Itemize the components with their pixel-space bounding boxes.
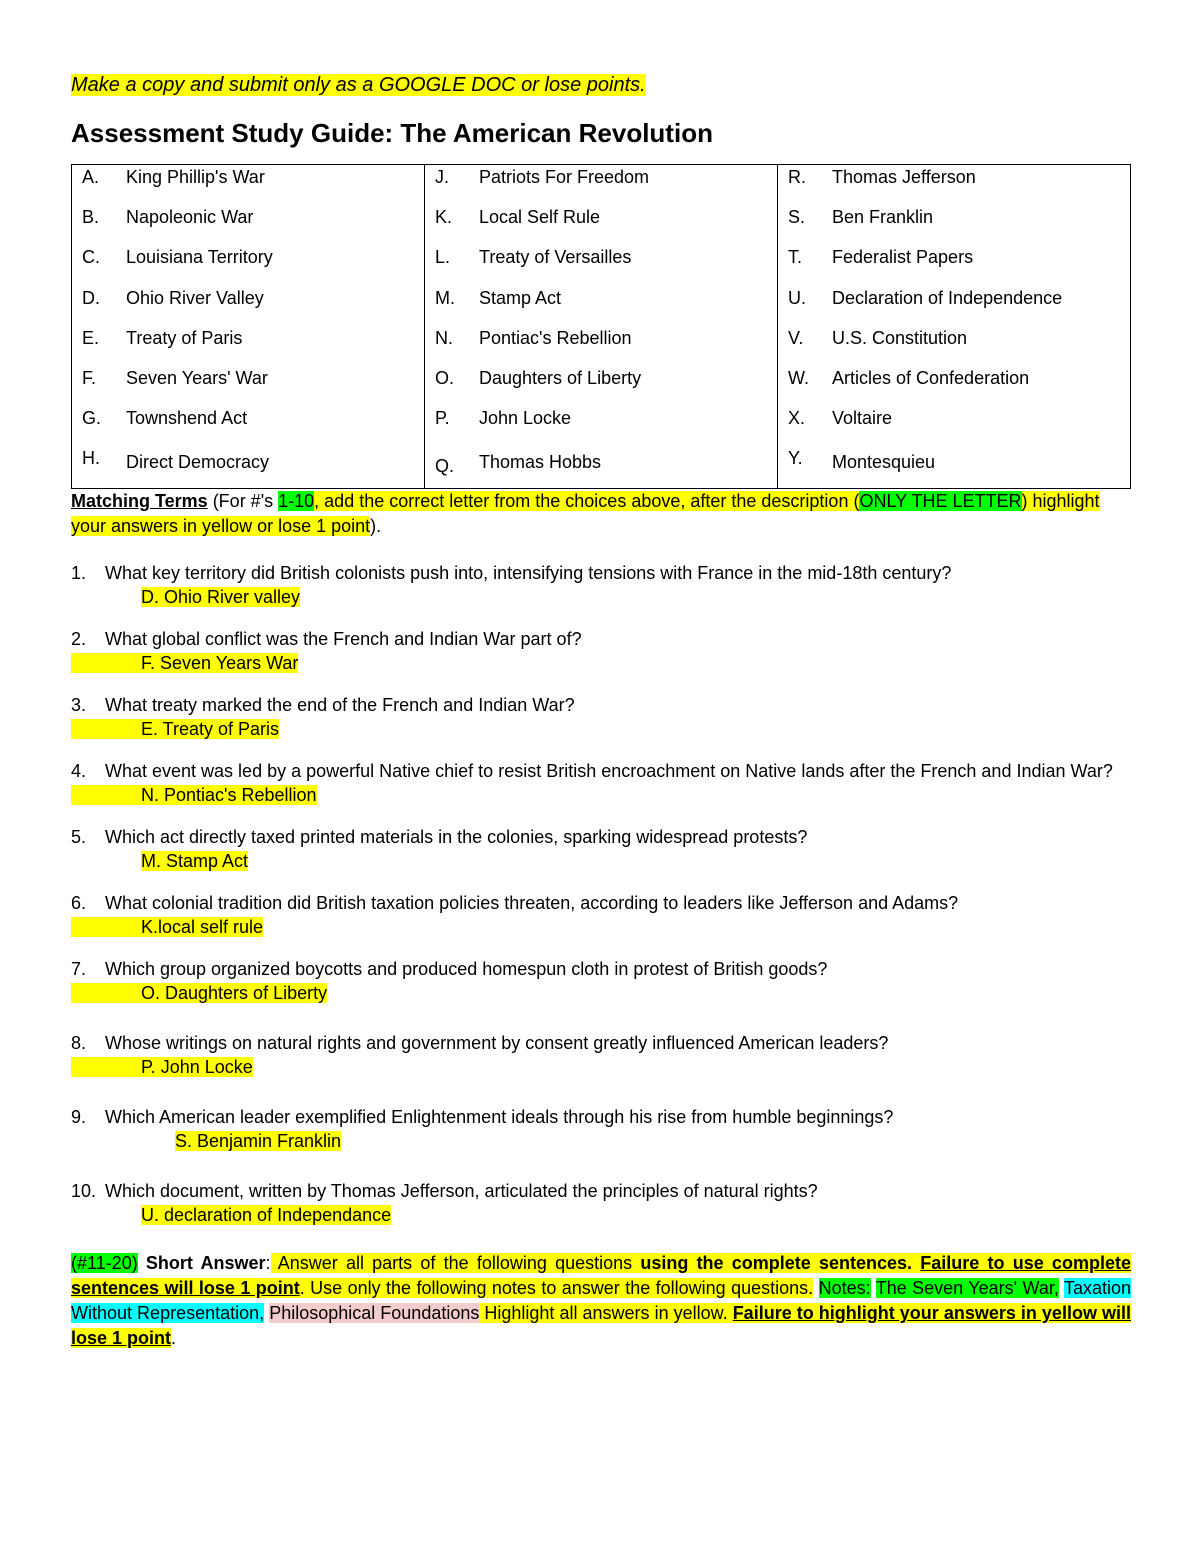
answer-input[interactable]: S. Benjamin Franklin: [175, 1131, 342, 1152]
short-answer-range: (#11-20): [71, 1253, 138, 1274]
choice-label: Napoleonic War: [126, 207, 254, 228]
question-text: What colonial tradition did British taxation policies threaten, according to leaders like Jefferson and Adams?: [105, 893, 959, 914]
highlight-text: Highlight all answers in yellow.: [479, 1303, 733, 1324]
choice-label: Patriots For Freedom: [479, 167, 650, 187]
choice-item: [425, 286, 777, 326]
choice-item: [72, 205, 424, 245]
choice-item: [778, 286, 1130, 326]
answer-text: E. Treaty of Paris: [141, 719, 280, 740]
question-item: [71, 759, 1131, 807]
choice-item: [778, 406, 1130, 446]
choice-letter: N.: [435, 327, 453, 348]
choice-item: [425, 366, 777, 406]
matching-text-3: ) highlight your answers in yellow or lose 1 point: [71, 491, 1100, 537]
question-text: Whose writings on natural rights and government by consent greatly influenced American leaders?: [105, 1033, 889, 1054]
answer-text: F. Seven Years War: [141, 653, 299, 674]
matching-instructions: [71, 489, 1131, 539]
answer-text: O. Daughters of Liberty: [141, 983, 328, 1004]
choice-label: King Phillip's War: [126, 167, 265, 187]
answer-input[interactable]: D. Ohio River valley: [141, 587, 301, 608]
choice-label: Thomas Jefferson: [832, 167, 976, 187]
matching-range: 1-10: [278, 491, 315, 512]
question-text: Which group organized boycotts and produced homespun cloth in protest of British goods?: [105, 959, 828, 980]
page-title: Assessment Study Guide: The American Revolution: [71, 118, 713, 148]
choice-item: [425, 446, 777, 488]
answer-input[interactable]: U. declaration of Independance: [141, 1205, 392, 1226]
answer-text: K.local self rule: [141, 917, 264, 938]
question-item: [71, 957, 1131, 1005]
question-number: 4.: [71, 761, 87, 782]
choice-letter: R.: [788, 167, 806, 187]
choices-column-2: [425, 165, 778, 489]
answer-input[interactable]: [71, 719, 279, 739]
choice-item: [72, 366, 424, 406]
choice-label: Voltaire: [832, 408, 893, 429]
choice-letter: F.: [82, 367, 97, 388]
period: .: [299, 1278, 305, 1299]
choice-letter: P.: [435, 408, 450, 429]
question-text: Which act directly taxed printed materials in the colonies, sparking widespread protests?: [105, 827, 808, 848]
choice-letter: H.: [82, 448, 100, 469]
answer-text: P. John Locke: [141, 1057, 253, 1078]
question-number: 10.: [71, 1181, 97, 1202]
choice-letter: Y.: [788, 448, 803, 469]
end-period: .: [171, 1328, 177, 1349]
notes-label: Notes:: [818, 1278, 871, 1299]
document-page: [71, 70, 1131, 1351]
choices-table: [71, 164, 1131, 489]
short-answer-colon: :: [265, 1253, 271, 1274]
only-the-letter: ONLY THE LETTER: [859, 491, 1022, 512]
choice-label: Townshend Act: [126, 408, 248, 429]
choice-label: Seven Years' War: [126, 367, 268, 388]
answer-input[interactable]: [71, 917, 263, 937]
notes-intro: Use only the following notes to answer the following questions.: [304, 1278, 814, 1299]
choice-label: Pontiac's Rebellion: [479, 327, 632, 348]
choice-label: Treaty of Paris: [126, 327, 243, 348]
question-number: 5.: [71, 827, 87, 848]
question-item: [71, 627, 1131, 675]
question-item: [71, 1105, 1131, 1153]
choice-label: Ben Franklin: [832, 207, 934, 228]
choice-item: [778, 245, 1130, 285]
question-item: [71, 891, 1131, 939]
choice-label: Montesquieu: [832, 452, 936, 473]
answer-text: N. Pontiac's Rebellion: [141, 785, 317, 806]
choices-column-1: [72, 165, 425, 489]
choice-label: Daughters of Liberty: [479, 367, 642, 388]
matching-text-4: ).: [370, 516, 382, 537]
choice-label: Thomas Hobbs: [479, 452, 602, 473]
choice-letter: T.: [788, 247, 803, 268]
choice-letter: B.: [82, 207, 100, 228]
note-seven-years-war: The Seven Years' War,: [875, 1278, 1059, 1299]
question-text: Which American leader exemplified Enlightenment ideals through his rise from humble beginnings?: [105, 1107, 894, 1128]
question-number: 1.: [71, 563, 87, 584]
choice-letter: M.: [435, 287, 455, 308]
choice-item: [72, 446, 424, 488]
choice-letter: O.: [435, 367, 455, 388]
choice-label: Direct Democracy: [126, 452, 270, 473]
choice-letter: K.: [435, 207, 453, 228]
choice-label: John Locke: [479, 408, 572, 429]
question-item: [71, 1031, 1131, 1079]
choice-letter: E.: [82, 327, 100, 348]
choice-item: [778, 366, 1130, 406]
choice-letter: C.: [82, 247, 100, 268]
choice-item: [425, 245, 777, 285]
questions-list: [71, 561, 1131, 1227]
choice-letter: G.: [82, 408, 102, 429]
note-philosophical-foundations: Philosophical Foundations: [269, 1303, 480, 1324]
complete-sentences-emphasis: using the complete sentences.: [640, 1253, 913, 1274]
choices-column-3: [778, 165, 1131, 489]
choice-letter: X.: [788, 408, 806, 429]
choice-letter: A.: [82, 167, 100, 187]
choice-item: [72, 245, 424, 285]
question-item: [71, 1179, 1131, 1227]
failure-warning-2: Failure to highlight your answers in yellow will lose 1 point: [71, 1303, 1131, 1349]
question-item: [71, 693, 1131, 741]
choice-item: [425, 165, 777, 205]
choice-label: Federalist Papers: [832, 247, 974, 268]
choice-item: [425, 205, 777, 245]
choice-label: Stamp Act: [479, 287, 562, 308]
choice-letter: J.: [435, 167, 450, 187]
question-number: 2.: [71, 629, 87, 650]
choice-label: Treaty of Versailles: [479, 247, 632, 268]
choice-letter: U.: [788, 287, 806, 308]
answer-input[interactable]: [71, 1057, 253, 1077]
notice-text: Make a copy and submit only as a GOOGLE DOC or lose points.: [71, 74, 646, 96]
choice-label: U.S. Constitution: [832, 327, 968, 348]
intro-text: Answer all parts of the following questions: [270, 1253, 641, 1274]
choice-item: [72, 165, 424, 205]
question-item: [71, 825, 1131, 873]
matching-text-2: , add the correct letter from the choices above, after the description (: [314, 491, 860, 512]
question-number: 6.: [71, 893, 87, 914]
question-text: Which document, written by Thomas Jefferson, articulated the principles of natural rights?: [105, 1181, 818, 1202]
matching-text-1: (For #'s: [207, 491, 279, 512]
answer-input[interactable]: [71, 785, 317, 805]
question-item: [71, 561, 1131, 609]
short-answer-instructions: [71, 1251, 1131, 1351]
choice-letter: L.: [435, 247, 451, 268]
choice-label: Articles of Confederation: [832, 367, 1030, 388]
choice-item: [778, 205, 1130, 245]
short-answer-heading: Short Answer: [145, 1253, 266, 1274]
choice-item: [72, 406, 424, 446]
choice-item: [778, 165, 1130, 205]
question-number: 7.: [71, 959, 87, 980]
question-text: What event was led by a powerful Native chief to resist British encroachment on Native lands after the French and Indian War?: [105, 761, 1113, 782]
choice-item: [425, 406, 777, 446]
answer-input[interactable]: [71, 653, 298, 673]
choice-item: [425, 326, 777, 366]
question-text: What treaty marked the end of the French and Indian War?: [105, 695, 575, 716]
choice-letter: W.: [788, 367, 809, 388]
matching-heading: Matching Terms: [71, 491, 208, 512]
choice-item: [778, 446, 1130, 488]
question-number: 3.: [71, 695, 87, 716]
choice-letter: D.: [82, 287, 100, 308]
choice-label: Ohio River Valley: [126, 287, 264, 308]
answer-input[interactable]: M. Stamp Act: [141, 851, 249, 872]
choice-item: [72, 326, 424, 366]
choice-letter: V.: [788, 327, 804, 348]
question-text: What key territory did British colonists push into, intensifying tensions with France in the mid-18th century?: [105, 563, 952, 584]
choice-item: [778, 326, 1130, 366]
choice-label: Louisiana Territory: [126, 247, 273, 268]
choice-letter: S.: [788, 207, 806, 228]
question-number: 9.: [71, 1107, 87, 1128]
choice-label: Local Self Rule: [479, 207, 601, 228]
choice-letter: Q.: [435, 456, 455, 477]
note-taxation: Taxation Without Representation,: [71, 1278, 1131, 1324]
submission-notice: [71, 70, 1131, 100]
question-number: 8.: [71, 1033, 87, 1054]
answer-input[interactable]: [71, 983, 327, 1003]
choice-item: [72, 286, 424, 326]
question-text: What global conflict was the French and Indian War part of?: [105, 629, 582, 650]
failure-warning-1: Failure to use complete sentences will lose 1 point: [71, 1253, 1131, 1299]
choice-label: Declaration of Independence: [832, 287, 1063, 308]
